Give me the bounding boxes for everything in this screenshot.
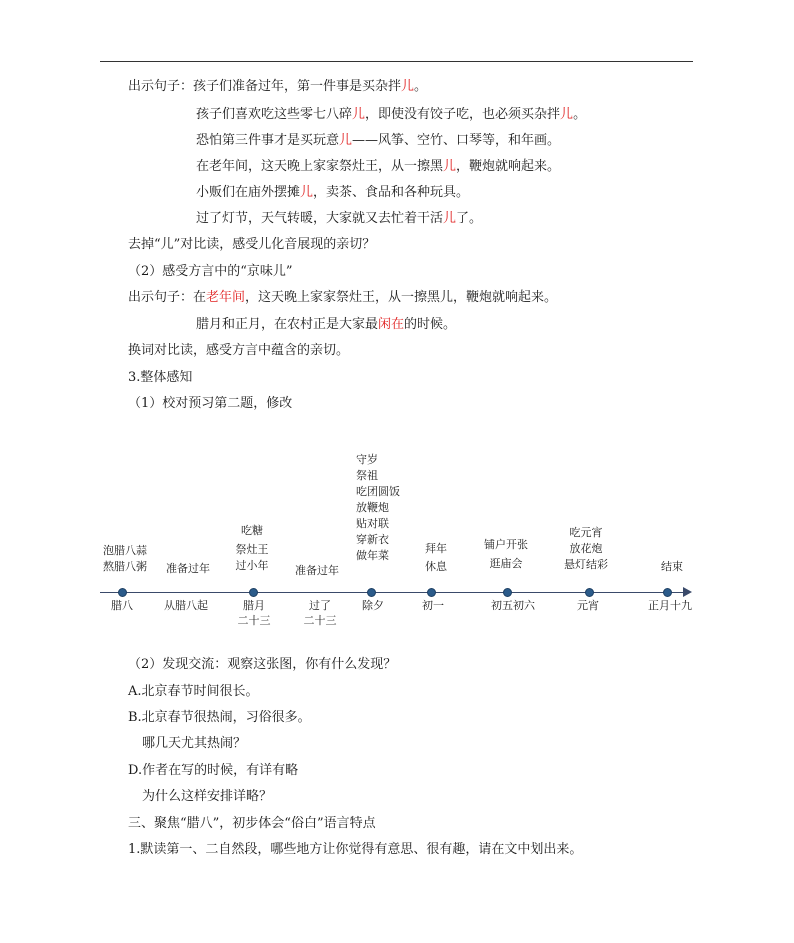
line-16: B.北京春节很热闹，习俗很多。 — [128, 710, 311, 725]
line-2: 孩子们喜欢吃这些零七八碎儿，即使没有饺子吃，也必须买杂拌儿。 — [196, 107, 587, 122]
line-19: 为什么这样安排详略？ — [142, 789, 273, 804]
timeline-event: 泡腊八蒜 熬腊八粥 — [103, 544, 147, 573]
header-rule — [100, 61, 693, 62]
timeline-dot — [503, 588, 512, 597]
line-5: 小贩们在庙外摆摊儿，卖茶、食品和各种玩具。 — [196, 185, 470, 200]
timeline-event: 结束 — [661, 560, 683, 573]
line-1: 出示句子：孩子们准备过年，第一件事是买杂拌儿。 — [128, 79, 428, 94]
timeline-event: 守岁 祭祖 吃团圆饭 放鞭炮 贴对联 穿新衣 做年菜 — [356, 453, 400, 562]
line-4: 在老年间，这天晚上家家祭灶王，从一擦黑儿，鞭炮就响起来。 — [196, 159, 561, 174]
timeline-event: 准备过年 — [295, 564, 339, 577]
timeline-event: 吃糖 祭灶王 过小年 — [235, 524, 269, 572]
timeline-dot — [249, 588, 258, 597]
line-10: 腊月和正月，在农村正是大家最闲在的时候。 — [196, 317, 457, 332]
timeline-date: 初一 — [422, 599, 444, 612]
timeline-event: 铺户开张 逛庙会 — [484, 538, 528, 570]
timeline-event: 拜年 休息 — [425, 542, 447, 573]
line-14: （2）发现交流：观察这张图，你有什么发现？ — [128, 657, 397, 672]
timeline-axis — [100, 592, 684, 593]
timeline-dot — [585, 588, 594, 597]
timeline-arrow-icon — [683, 587, 692, 597]
timeline-date: 除夕 — [362, 599, 384, 612]
timeline-date: 腊月 二十三 — [237, 599, 271, 627]
line-12: 3.整体感知 — [128, 370, 193, 385]
timeline-date: 过了 二十三 — [303, 599, 337, 627]
timeline-date: 腊八 — [111, 599, 133, 612]
line-18: D.作者在写的时候，有详有略 — [128, 763, 299, 778]
line-13: （1）校对预习第二题，修改 — [128, 396, 293, 411]
timeline-date: 正月十九 — [648, 599, 692, 612]
line-11: 换词对比读，感受方言中蕴含的亲切。 — [128, 343, 350, 358]
line-20: 三、聚焦“腊八”，初步体会“俗白”语言特点 — [128, 816, 376, 831]
timeline-dot — [118, 588, 127, 597]
line-21: 1.默读第一、二自然段，哪些地方让你觉得有意思、很有趣，请在文中划出来。 — [128, 842, 583, 857]
timeline-date: 元宵 — [577, 599, 599, 612]
timeline-dot — [663, 588, 672, 597]
line-8: （2）感受方言中的“京味儿” — [128, 264, 293, 279]
timeline-dot — [367, 588, 376, 597]
timeline-dot — [427, 588, 436, 597]
line-7: 去掉“儿”对比读，感受儿化音展现的亲切？ — [128, 237, 376, 252]
line-15: A.北京春节时间很长。 — [128, 684, 259, 699]
timeline-event: 吃元宵 放花炮 悬灯结彩 — [564, 526, 608, 571]
line-3: 恐怕第三件事才是买玩意儿——风筝、空竹、口琴等，和年画。 — [196, 133, 561, 148]
line-6: 过了灯节，天气转暖，大家就又去忙着干活儿了。 — [196, 211, 483, 226]
timeline-event: 准备过年 — [166, 562, 210, 575]
timeline-date: 初五初六 — [491, 599, 535, 612]
line-9: 出示句子：在老年间，这天晚上家家祭灶王，从一擦黑儿，鞭炮就响起来。 — [128, 290, 558, 305]
timeline-date: 从腊八起 — [164, 599, 208, 612]
line-17: 哪几天尤其热闹？ — [142, 736, 247, 751]
